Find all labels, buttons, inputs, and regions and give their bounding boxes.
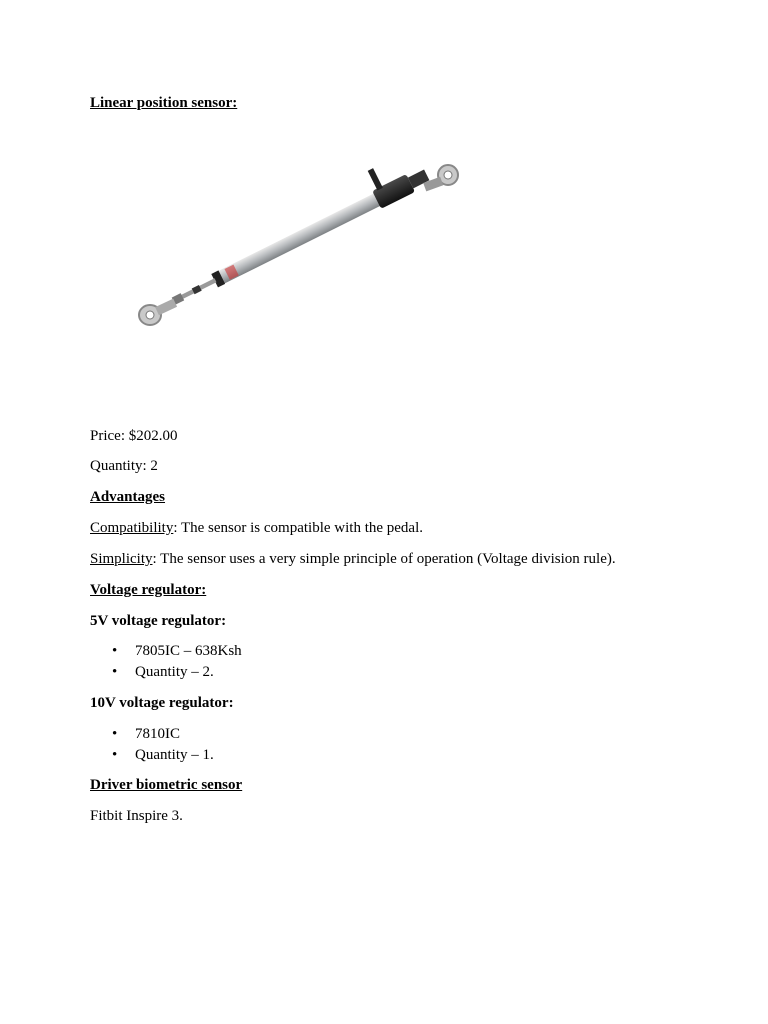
compatibility-paragraph (90, 519, 423, 537)
list-item: 7805IC – 638Ksh (135, 643, 242, 659)
compatibility-term: Compatibility (90, 520, 174, 536)
compatibility-text: : The sensor is compatible with the pedal. (173, 520, 424, 536)
advantages-heading: Advantages (90, 489, 166, 505)
simplicity-paragraph (90, 550, 616, 568)
linear-position-sensor-image (130, 150, 470, 340)
five-volt-title: 5V voltage regulator: (90, 613, 227, 629)
quantity-text: Quantity: 2 (90, 458, 158, 474)
sensor-heading: Linear position sensor: (90, 95, 238, 111)
list-item: Quantity – 1. (135, 747, 214, 763)
ten-volt-title: 10V voltage regulator: (90, 695, 234, 711)
bullet-icon: • (112, 726, 118, 742)
bullet-icon: • (112, 664, 118, 680)
bullet-icon: • (112, 643, 118, 659)
biometric-heading: Driver biometric sensor (90, 777, 243, 793)
simplicity-term: Simplicity (90, 551, 153, 567)
voltage-regulator-heading: Voltage regulator: (90, 582, 207, 598)
biometric-text: Fitbit Inspire 3. (90, 808, 183, 824)
list-item: Quantity – 2. (135, 664, 214, 680)
price-text: Price: $202.00 (90, 428, 178, 444)
bullet-icon: • (112, 747, 118, 763)
simplicity-text: : The sensor uses a very simple principle of operation (Voltage division rule). (152, 551, 616, 567)
list-item: 7810IC (135, 726, 180, 742)
